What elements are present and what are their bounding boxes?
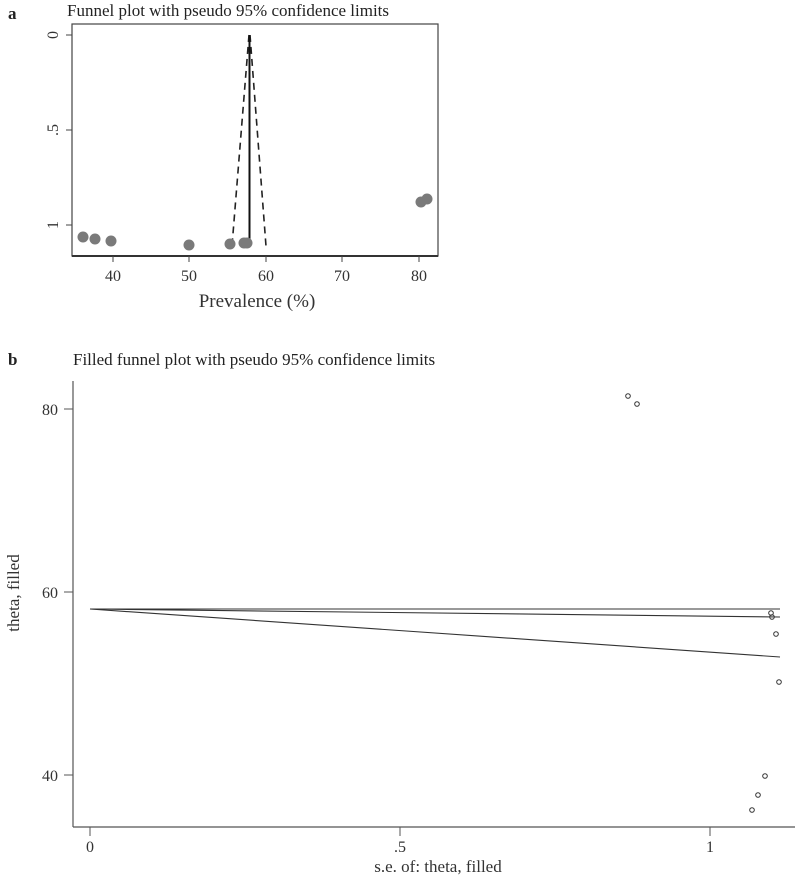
panel-b-xtick-05: .5 xyxy=(394,839,406,856)
panel-b-xlabel: s.e. of: theta, filled xyxy=(374,857,502,876)
panel-b-label: b xyxy=(8,350,18,369)
panel-b-ytick-40: 40 xyxy=(42,768,58,785)
panel-a-xtick-50: 50 xyxy=(181,268,197,285)
panel-a-frame xyxy=(72,24,438,256)
panel-b-xtick-0: 0 xyxy=(86,839,94,856)
data-point xyxy=(422,194,433,205)
data-point xyxy=(78,232,89,243)
data-point xyxy=(777,680,782,685)
panel-a-plot xyxy=(45,24,438,312)
panel-b-title: Filled funnel plot with pseudo 95% confidence limits xyxy=(73,350,436,369)
panel-b-x-ticks xyxy=(90,827,710,836)
panel-b-y-ticks xyxy=(64,409,73,775)
panel-a-ytick-1: 1 xyxy=(45,221,62,229)
panel-a-label: a xyxy=(8,4,17,23)
data-point xyxy=(106,236,117,247)
panel-b-points xyxy=(626,394,782,813)
data-point xyxy=(763,774,768,779)
data-point xyxy=(225,239,236,250)
panel-a-xtick-40: 40 xyxy=(105,268,121,285)
data-point xyxy=(750,808,755,813)
panel-b-xtick-1: 1 xyxy=(706,839,714,856)
panel-b-ytick-60: 60 xyxy=(42,585,58,602)
panel-a-title: Funnel plot with pseudo 95% confidence limits xyxy=(67,1,390,20)
panel-b-ylabel: theta, filled xyxy=(4,554,23,632)
data-point xyxy=(242,238,253,249)
panel-b-plot xyxy=(4,381,795,876)
data-point xyxy=(90,234,101,245)
panel-a-ytick-0: 0 xyxy=(45,31,62,39)
panel-a-y-ticks xyxy=(66,35,72,225)
data-point xyxy=(626,394,631,399)
data-point xyxy=(635,402,640,407)
panel-a-xtick-70: 70 xyxy=(334,268,350,285)
panel-a-xlabel: Prevalence (%) xyxy=(198,291,316,312)
panel-a-xtick-80: 80 xyxy=(411,268,427,285)
panel-a-xtick-60: 60 xyxy=(258,268,274,285)
data-point xyxy=(774,632,779,637)
panel-b-ytick-80: 80 xyxy=(42,402,58,419)
data-point xyxy=(756,793,761,798)
panel-a-ytick-05: .5 xyxy=(45,124,62,136)
data-point xyxy=(184,240,195,251)
